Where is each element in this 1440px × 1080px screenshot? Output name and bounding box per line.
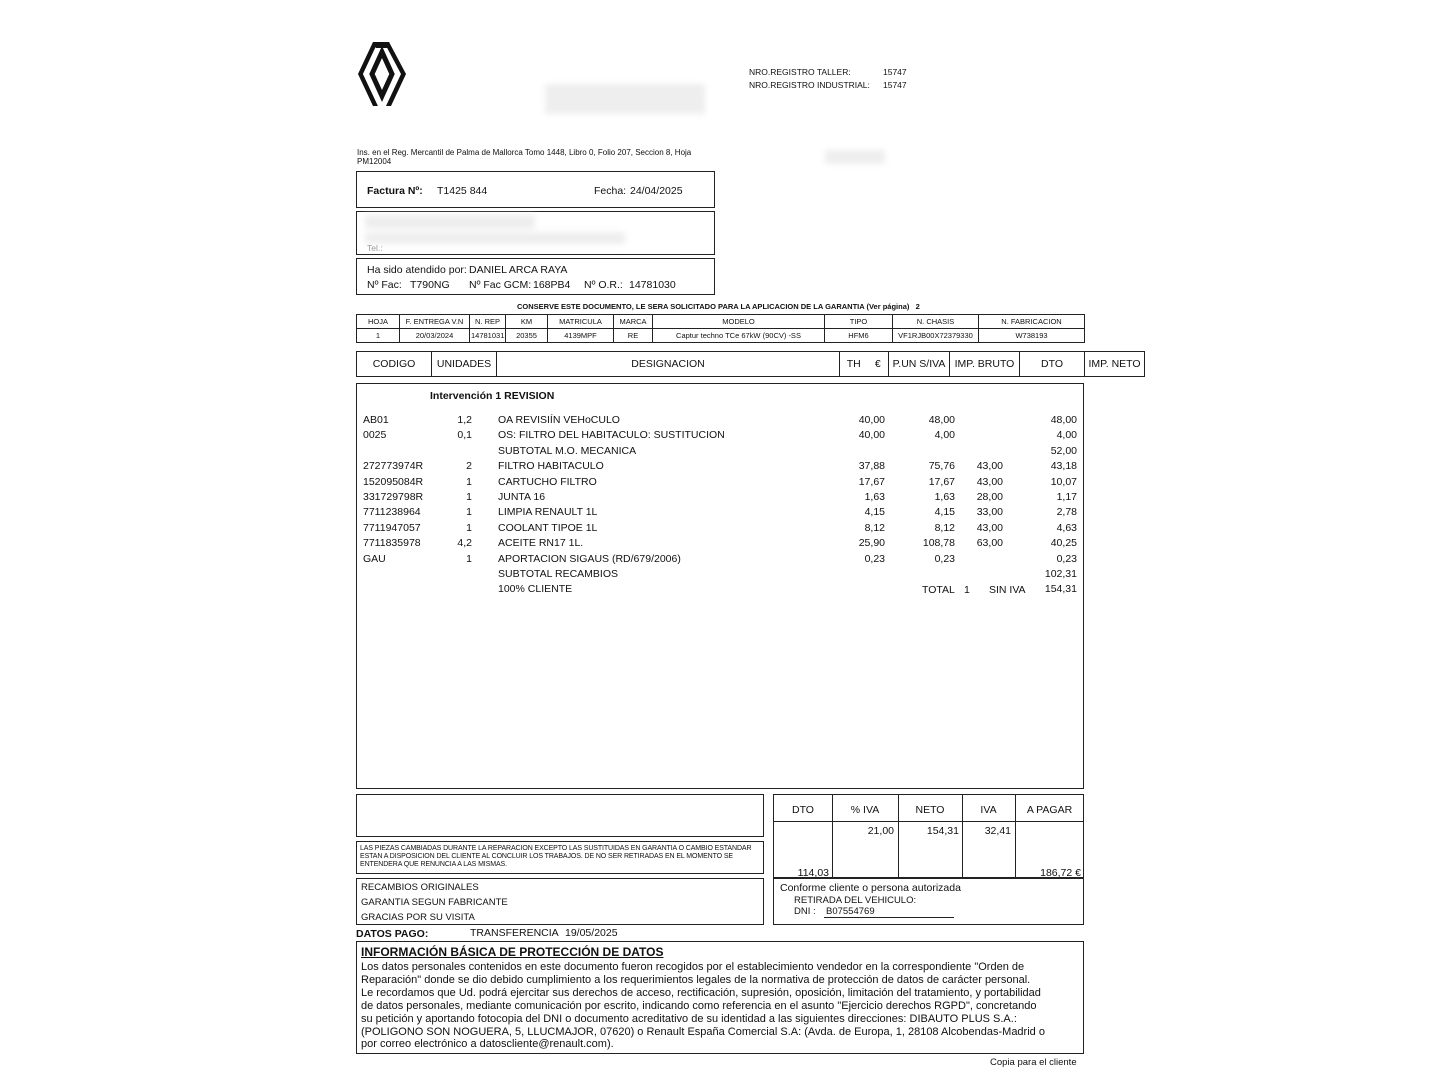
piezas-notice: LAS PIEZAS CAMBIADAS DURANTE LA REPARACION EXCEPTO LAS SUSTITUIDAS EN GARANTIA O CAMBIO ESTANDAR ESTAN A DISPOSICION DEL CLIENTE AL CONCLUIR LOS TRABAJOS. DE NO SER RETIRADAS EN EL MOMENTO SE ENTENDERA QUE RENUNCIA A LAS MISMAS. [360, 845, 752, 868]
line-desc: JUNTA 16 [498, 491, 546, 503]
header-currency: € [868, 352, 889, 377]
conserve-notice: CONSERVE ESTE DOCUMENTO, LE SERA SOLICITADO PARA LA APLICACION DE LA GARANTIA (Ver página) 2 [517, 302, 920, 311]
redacted-client-name [365, 215, 535, 229]
notes-box [356, 878, 764, 925]
vehicle-header-cell: KM [506, 315, 548, 329]
summary-neto: 154,31 [926, 825, 959, 837]
summary-header-a-pagar: A PAGAR [1026, 804, 1073, 816]
line-desc: OA REVISIÍN VEHoCULO [498, 414, 620, 426]
pago-date: 19/05/2025 [565, 927, 618, 939]
line-neto: 4,63 [1056, 521, 1077, 534]
vehicle-value-row [357, 329, 1085, 343]
redacted-client-address [365, 232, 625, 244]
fecha-label: Fecha: [594, 185, 627, 197]
line-units: 4,2 [457, 537, 472, 550]
mercantil-line-2: PM12004 [357, 157, 392, 166]
vehicle-value-cell: RE [614, 329, 653, 343]
summary-dto-total: 114,03 [797, 867, 829, 879]
piezas-notice-box [356, 841, 764, 874]
redacted-company-info [545, 84, 705, 114]
line-dto: 63,00 [976, 537, 1003, 550]
line-bruto: 48,00 [928, 414, 955, 426]
line-neto: 0,23 [1056, 552, 1077, 565]
header-th: TH [840, 352, 868, 377]
summary-header-neto: NETO [915, 804, 945, 816]
line-pun: 1,63 [864, 491, 885, 503]
vehicle-header-cell: N. FABRICACION [979, 315, 1085, 329]
item-line [356, 522, 1084, 537]
line-neto: 43,18 [1050, 460, 1077, 473]
line-desc: OS: FILTRO DEL HABITACULO: SUSTITUCION [498, 429, 725, 442]
mercantil-line-1: Ins. en el Reg. Mercantil de Palma de Mallorca Tomo 1448, Libro 0, Folio 207, Seccion 8, Hoja [357, 148, 692, 157]
line-units: 1 [466, 491, 472, 503]
line-neto: 48,00 [1050, 414, 1077, 426]
item-line [356, 476, 1084, 491]
vehicle-value-cell: 1 [357, 329, 400, 343]
summary-iva: 32,41 [984, 825, 1011, 837]
line-bruto: 17,67 [928, 475, 955, 488]
items-header-table [356, 351, 1145, 377]
line-neto: 40,25 [1050, 537, 1077, 550]
item-line [356, 537, 1084, 552]
conforme-box [773, 878, 1084, 925]
atendido-label: Ha sido atendido por: [367, 264, 467, 276]
factura-number: T1425 844 [437, 185, 488, 197]
privacy-text [361, 961, 1081, 1051]
vehicle-header-cell: TIPO [825, 315, 893, 329]
total-label: TOTAL [922, 584, 955, 596]
privacy-line: su petición y aportando fotocopia del DNI o documento acreditativo de su identidad a las siguientes direcciones: DIBAUTO PLUS S.A.: [361, 1012, 1017, 1025]
item-line [356, 491, 1084, 506]
summary-header-pct-iva: % IVA [850, 804, 880, 816]
header-codigo: CODIGO [357, 352, 432, 377]
line-pun: 40,00 [858, 429, 885, 442]
vehicle-value-cell: 14781031 [470, 329, 506, 343]
line-code: 331729798R [363, 491, 424, 503]
pago-method: TRANSFERENCIA [470, 927, 559, 939]
line-pun: 25,90 [858, 537, 885, 550]
datos-pago-label: DATOS PAGO: [356, 928, 429, 940]
vehicle-header-cell: HOJA [357, 315, 400, 329]
line-desc: FILTRO HABITACULO [498, 460, 604, 473]
header-pun: P.UN S/IVA [889, 352, 950, 377]
header-neto: IMP. NETO [1085, 352, 1145, 377]
vehicle-value-cell: W738193 [979, 329, 1085, 343]
note-gracias: GRACIAS POR SU VISITA [361, 912, 475, 923]
copia-cliente: Copia para el cliente [990, 1057, 1077, 1068]
line-desc: SUBTOTAL M.O. MECANICA [498, 444, 637, 457]
vehicle-table [356, 314, 1085, 343]
line-code: AB01 [363, 414, 389, 426]
gcm-label: Nº Fac GCM: [469, 279, 532, 291]
vehicle-header-cell: F. ENTREGA V.N [400, 315, 470, 329]
privacy-line: Reparación" donde se dio debido cumplimiento a los requerimientos legales de la normativa de protección de datos de carácter personal. [361, 973, 1031, 986]
line-dto: 43,00 [976, 521, 1003, 534]
line-dto: 43,00 [976, 460, 1003, 473]
line-neto: 52,00 [1050, 444, 1077, 457]
line-bruto: 4,00 [934, 429, 955, 442]
registro-industrial-value: 15747 [883, 80, 907, 90]
or-label: Nº O.R.: [584, 279, 623, 291]
item-line [356, 506, 1084, 521]
line-units: 2 [466, 460, 472, 473]
line-units: 1 [466, 506, 472, 519]
privacy-line: por correo electrónico a datoscliente@renault.com). [361, 1038, 614, 1051]
line-units: 1 [466, 521, 472, 534]
factura-label: Factura Nº: [367, 185, 423, 197]
line-neto: 1,17 [1056, 491, 1077, 503]
line-code: 7711238964 [363, 506, 421, 519]
nfac-value: T790NG [410, 279, 450, 291]
line-pun: 37,88 [858, 460, 885, 473]
vehicle-value-cell: 4139MPF [548, 329, 614, 343]
line-code: 7711947057 [363, 521, 421, 534]
line-dto: 28,00 [976, 491, 1003, 503]
note-garantia: GARANTIA SEGUN FABRICANTE [361, 897, 508, 908]
line-code: 7711835978 [363, 537, 421, 550]
summary-box [773, 794, 1084, 878]
item-line [356, 445, 1084, 460]
vehicle-header-cell: MODELO [653, 315, 825, 329]
line-pun: 40,00 [858, 414, 885, 426]
items-header-row [357, 352, 1145, 377]
line-dto: 33,00 [976, 506, 1003, 519]
line-units: 0,1 [457, 429, 472, 442]
vehicle-value-cell: Captur techno TCe 67kW (90CV) -SS [653, 329, 825, 343]
vehicle-header-cell: MARCA [614, 315, 653, 329]
item-line [356, 568, 1084, 583]
registro-industrial-label: NRO.REGISTRO INDUSTRIAL: [749, 80, 870, 90]
privacy-title: INFORMACIÓN BÁSICA DE PROTECCIÓN DE DATOS [361, 945, 664, 959]
line-pun: 0,23 [864, 552, 885, 565]
line-neto: 4,00 [1056, 429, 1077, 442]
atendido-name: DANIEL ARCA RAYA [469, 264, 568, 276]
or-value: 14781030 [629, 279, 676, 291]
item-line [356, 553, 1084, 568]
header-dto: DTO [1020, 352, 1085, 377]
factura-box [356, 171, 715, 208]
intervencion-title: Intervención 1 REVISION [430, 390, 555, 402]
header-unidades: UNIDADES [432, 352, 497, 377]
privacy-line: Los datos personales contenidos en este documento fueron recogidos por el establecimiento vendedor en la correspondiente "Orden de [361, 961, 1025, 973]
line-desc: CARTUCHO FILTRO [498, 475, 597, 488]
line-bruto: 0,23 [934, 552, 955, 565]
line-code: 0025 [363, 429, 387, 442]
line-pun: 4,15 [864, 506, 885, 519]
line-desc: APORTACION SIGAUS (RD/679/2006) [498, 552, 681, 565]
dni-value: B07554769 [826, 906, 875, 917]
registro-taller-label: NRO.REGISTRO TALLER: [749, 67, 851, 77]
atencion-box [356, 258, 715, 295]
nfac-label: Nº Fac: [367, 279, 402, 291]
total-row [356, 584, 1084, 599]
line-pun: 17,67 [858, 475, 885, 488]
note-recambios: RECAMBIOS ORIGINALES [361, 882, 479, 893]
line-dto: 43,00 [976, 475, 1003, 488]
vehicle-header-cell: N. REP [470, 315, 506, 329]
sin-iva-label: SIN IVA [989, 584, 1026, 596]
total-num: 1 [964, 584, 970, 596]
client-box [356, 211, 715, 255]
line-neto: 2,78 [1056, 506, 1077, 519]
header-bruto: IMP. BRUTO [950, 352, 1020, 377]
line-desc: ACEITE RN17 1L. [498, 537, 584, 550]
redacted-info [825, 150, 885, 164]
conforme-title: Conforme cliente o persona autorizada [780, 882, 961, 894]
summary-a-pagar: 186,72 € [1040, 867, 1081, 879]
line-code: 152095084R [363, 475, 424, 488]
dni-label: DNI : [794, 906, 816, 917]
line-desc: SUBTOTAL RECAMBIOS [498, 568, 618, 580]
registro-taller-value: 15747 [883, 67, 907, 77]
line-desc: LIMPIA RENAULT 1L [498, 506, 598, 519]
gcm-value: 168PB4 [533, 279, 571, 291]
line-bruto: 75,76 [928, 460, 955, 473]
privacy-box [356, 941, 1084, 1054]
header-designacion: DESIGNACION [497, 352, 840, 377]
privacy-line: (POLIGONO SON NOGUERA, 5, LLUCMAJOR, 07620) o Renault España Comercial S.A: (Avda. de Europa, 1, 28108 Alcobendas-Madrid o [361, 1025, 1045, 1038]
line-bruto: 8,12 [934, 521, 955, 534]
client-tel-label: Tel.: [367, 243, 383, 253]
observaciones-box [356, 794, 764, 837]
line-code: GAU [363, 552, 386, 565]
line-neto: 102,31 [1044, 568, 1077, 580]
line-neto: 154,31 [1044, 583, 1077, 596]
summary-pct-iva: 21,00 [867, 825, 894, 837]
retirada-label: RETIRADA DEL VEHICULO: [794, 895, 917, 906]
vehicle-header-cell: MATRICULA [548, 315, 614, 329]
privacy-line: Le recordamos que Ud. podrá ejercitar sus derechos de acceso, rectificación, supresión, oposición, limitación del tratamiento, y portabilidad [361, 986, 1041, 999]
line-desc: COOLANT TIPOE 1L [498, 521, 598, 534]
line-neto: 10,07 [1050, 475, 1077, 488]
line-units: 1 [466, 475, 472, 488]
line-units: 1,2 [457, 414, 472, 426]
line-bruto: 4,15 [934, 506, 955, 519]
line-pun: 8,12 [864, 521, 885, 534]
item-line [356, 414, 1084, 429]
line-units: 1 [466, 552, 472, 565]
line-bruto: 108,78 [922, 537, 955, 550]
renault-logo-icon [356, 40, 408, 108]
privacy-line: de datos personales, mediante comunicación por escrito, indicando como referencia en el asunto "Ejercicio derechos RGPD", concretando [361, 999, 1037, 1012]
line-code: 272773974R [363, 460, 424, 473]
fecha-value: 24/04/2025 [630, 185, 683, 197]
summary-header-iva: IVA [980, 804, 997, 816]
item-line [356, 460, 1084, 475]
line-bruto: 1,63 [934, 491, 955, 503]
vehicle-header-cell: N. CHASIS [893, 315, 979, 329]
vehicle-header-row [357, 315, 1085, 329]
vehicle-value-cell: 20355 [506, 329, 548, 343]
conserve-page: 2 [915, 302, 920, 311]
item-line [356, 429, 1084, 444]
line-desc: 100% CLIENTE [498, 583, 573, 596]
vehicle-value-cell: 20/03/2024 [400, 329, 470, 343]
summary-header-dto: DTO [792, 804, 814, 816]
vehicle-value-cell: HFM6 [825, 329, 893, 343]
vehicle-value-cell: VF1RJB00X72379330 [893, 329, 979, 343]
